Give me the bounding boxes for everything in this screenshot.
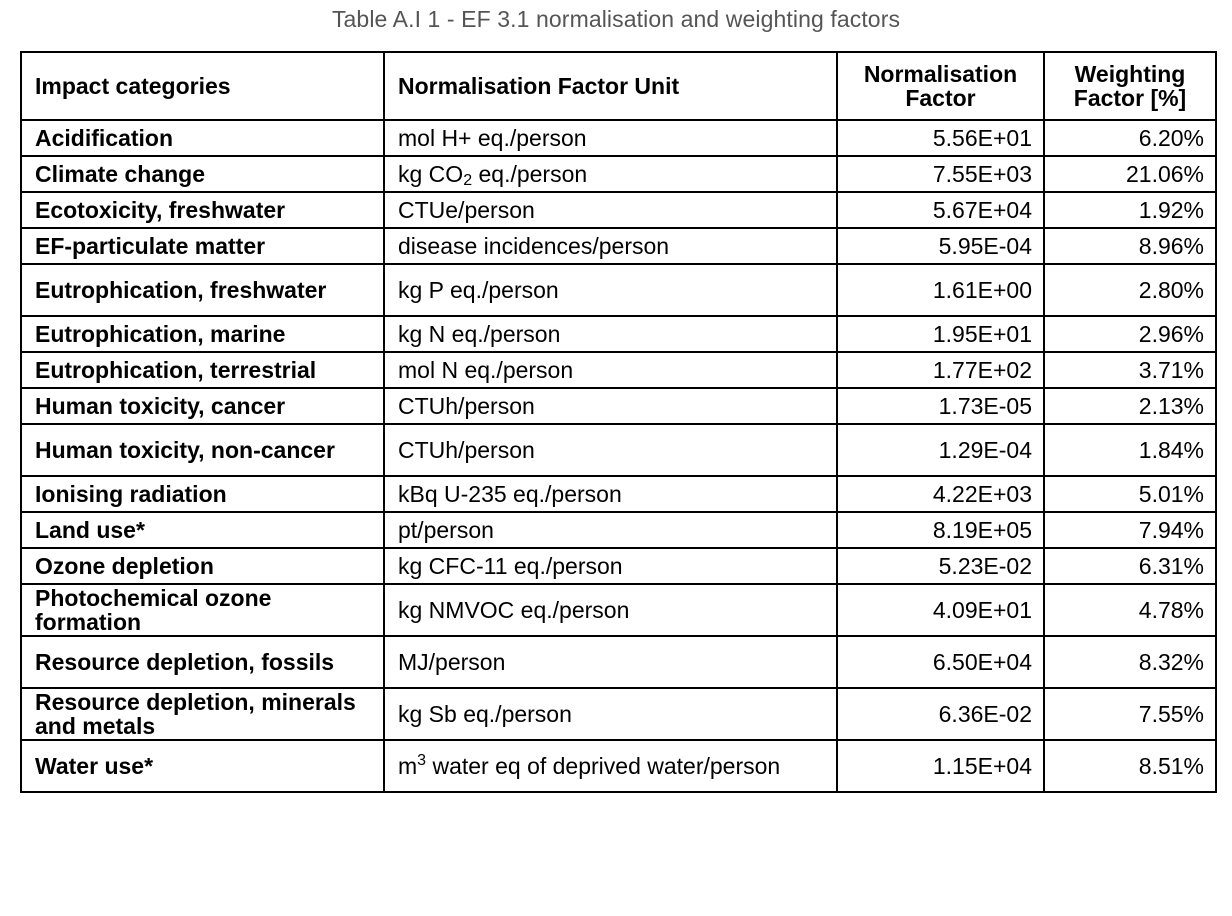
unit-cell: kg Sb eq./person: [384, 688, 837, 740]
category-cell: Ionising radiation: [21, 476, 384, 512]
unit-cell: mol H+ eq./person: [384, 120, 837, 156]
table-row: [21, 192, 1216, 228]
weighting-factor-cell: 8.96%: [1044, 228, 1216, 264]
normalisation-factor-cell: 8.19E+05: [837, 512, 1044, 548]
normalisation-factor-cell: 5.23E-02: [837, 548, 1044, 584]
table-row: [21, 584, 1216, 636]
unit-cell: CTUh/person: [384, 424, 837, 476]
weighting-factor-cell: 21.06%: [1044, 156, 1216, 192]
category-cell: Photochemical ozone formation: [21, 584, 384, 636]
weighting-factor-cell: 1.92%: [1044, 192, 1216, 228]
table-row: [21, 740, 1216, 792]
unit-cell: kg NMVOC eq./person: [384, 584, 837, 636]
table-row: [21, 424, 1216, 476]
weighting-factor-cell: 6.31%: [1044, 548, 1216, 584]
table-row: [21, 264, 1216, 316]
category-cell: Eutrophication, terrestrial: [21, 352, 384, 388]
normalisation-factor-cell: 1.77E+02: [837, 352, 1044, 388]
category-cell: EF-particulate matter: [21, 228, 384, 264]
category-cell: Acidification: [21, 120, 384, 156]
table-caption: Table A.I 1 - EF 3.1 normalisation and weighting factors: [331, 6, 901, 32]
category-cell: Eutrophication, marine: [21, 316, 384, 352]
category-cell: Land use*: [21, 512, 384, 548]
table-row: [21, 156, 1216, 192]
weighting-factor-cell: 2.80%: [1044, 264, 1216, 316]
table-row: [21, 120, 1216, 156]
unit-cell: kBq U-235 eq./person: [384, 476, 837, 512]
category-cell: Ozone depletion: [21, 548, 384, 584]
unit-cell: mol N eq./person: [384, 352, 837, 388]
header-impact-categories: Impact categories: [21, 52, 384, 120]
weighting-factor-cell: 8.32%: [1044, 636, 1216, 688]
normalisation-factor-cell: 1.15E+04: [837, 740, 1044, 792]
normalisation-factor-cell: 1.73E-05: [837, 388, 1044, 424]
category-cell: Eutrophication, freshwater: [21, 264, 384, 316]
category-cell: Ecotoxicity, freshwater: [21, 192, 384, 228]
normalisation-weighting-table: [20, 51, 1217, 793]
normalisation-factor-cell: 4.22E+03: [837, 476, 1044, 512]
normalisation-factor-cell: 1.29E-04: [837, 424, 1044, 476]
table-row: [21, 688, 1216, 740]
category-cell: Water use*: [21, 740, 384, 792]
table-row: [21, 636, 1216, 688]
category-cell: Resource depletion, minerals and metals: [21, 688, 384, 740]
category-cell: Human toxicity, cancer: [21, 388, 384, 424]
weighting-factor-cell: 5.01%: [1044, 476, 1216, 512]
normalisation-factor-cell: 5.95E-04: [837, 228, 1044, 264]
table-header-row: [21, 52, 1216, 120]
unit-cell: kg N eq./person: [384, 316, 837, 352]
category-cell: Climate change: [21, 156, 384, 192]
unit-subscript: 2: [463, 172, 473, 189]
table-row: [21, 476, 1216, 512]
normalisation-factor-cell: 6.50E+04: [837, 636, 1044, 688]
category-cell: Resource depletion, fossils: [21, 636, 384, 688]
header-normalisation-factor: Normalisation Factor: [837, 52, 1044, 120]
normalisation-factor-cell: 7.55E+03: [837, 156, 1044, 192]
unit-cell: CTUe/person: [384, 192, 837, 228]
unit-cell: kg P eq./person: [384, 264, 837, 316]
normalisation-factor-cell: 5.67E+04: [837, 192, 1044, 228]
unit-cell: kg CFC-11 eq./person: [384, 548, 837, 584]
weighting-factor-cell: 7.55%: [1044, 688, 1216, 740]
weighting-factor-cell: 7.94%: [1044, 512, 1216, 548]
normalisation-factor-cell: 6.36E-02: [837, 688, 1044, 740]
normalisation-factor-cell: 1.61E+00: [837, 264, 1044, 316]
weighting-factor-cell: 6.20%: [1044, 120, 1216, 156]
weighting-factor-cell: 2.96%: [1044, 316, 1216, 352]
table-row: [21, 548, 1216, 584]
unit-cell: [384, 156, 837, 192]
weighting-factor-cell: 3.71%: [1044, 352, 1216, 388]
category-cell: Human toxicity, non-cancer: [21, 424, 384, 476]
unit-text: m: [398, 753, 418, 779]
weighting-factor-cell: 1.84%: [1044, 424, 1216, 476]
normalisation-factor-cell: 5.56E+01: [837, 120, 1044, 156]
unit-cell: [384, 740, 837, 792]
table-row: [21, 388, 1216, 424]
weighting-factor-cell: 2.13%: [1044, 388, 1216, 424]
unit-cell: CTUh/person: [384, 388, 837, 424]
unit-cell: disease incidences/person: [384, 228, 837, 264]
unit-text: water eq of deprived water/person: [426, 753, 781, 779]
unit-text: kg CO: [398, 161, 464, 187]
header-weighting-factor: Weighting Factor [%]: [1044, 52, 1216, 120]
table-row: [21, 352, 1216, 388]
unit-cell: MJ/person: [384, 636, 837, 688]
weighting-factor-cell: 4.78%: [1044, 584, 1216, 636]
header-normalisation-factor-unit: Normalisation Factor Unit: [384, 52, 837, 120]
table-row: [21, 316, 1216, 352]
unit-cell: pt/person: [384, 512, 837, 548]
table-row: [21, 512, 1216, 548]
unit-superscript: 3: [417, 752, 427, 769]
normalisation-factor-cell: 1.95E+01: [837, 316, 1044, 352]
table-row: [21, 228, 1216, 264]
weighting-factor-cell: 8.51%: [1044, 740, 1216, 792]
normalisation-factor-cell: 4.09E+01: [837, 584, 1044, 636]
unit-text: eq./person: [472, 161, 588, 187]
